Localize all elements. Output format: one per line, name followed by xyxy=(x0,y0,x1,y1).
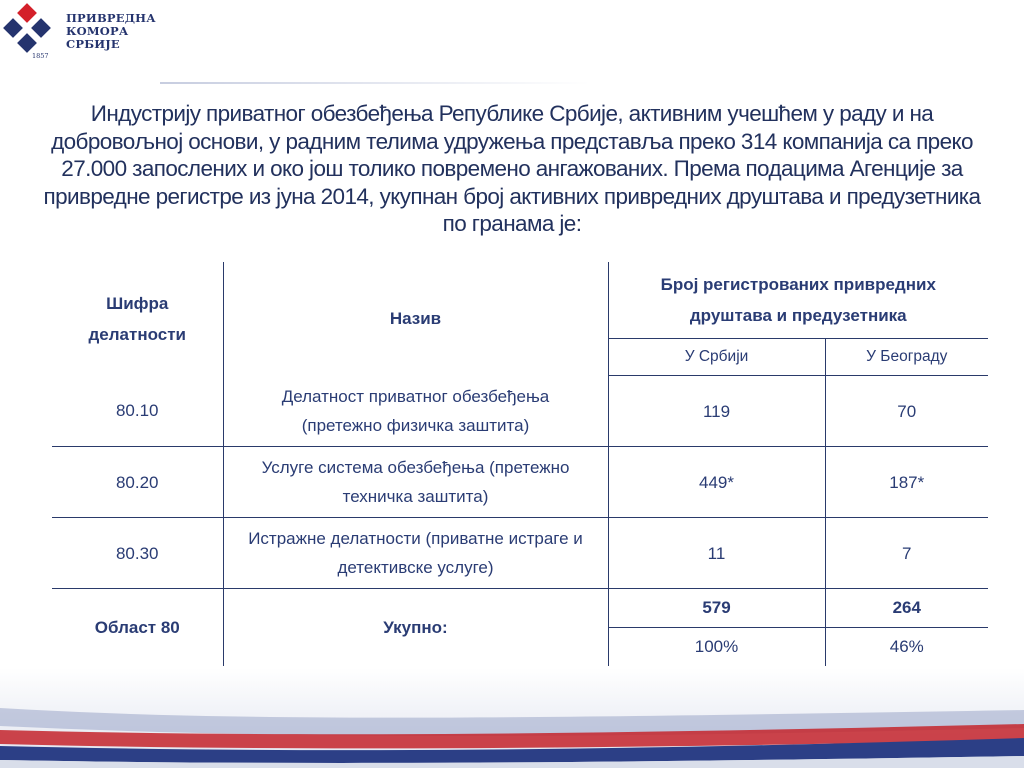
header-belgrade: У Београду xyxy=(825,339,988,376)
flag-wave-icon xyxy=(0,668,1024,768)
row-name-line-1: Истражне делатности (приватне истраге и xyxy=(248,529,583,548)
percent-belgrade: 46% xyxy=(825,628,988,667)
row-belgrade: 187* xyxy=(825,447,988,518)
row-belgrade: 7 xyxy=(825,518,988,589)
row-name-line-2: детективске услуге) xyxy=(337,558,494,577)
header-group-line-1: Број регистрованих привредних xyxy=(660,275,936,294)
row-name-line-2: техничка заштита) xyxy=(342,487,489,506)
header-divider xyxy=(160,82,590,84)
table-row xyxy=(52,447,988,518)
header-code-line-2: делатности xyxy=(88,324,186,344)
header-code-line-1: Шифра xyxy=(106,293,169,313)
logo-wordmark xyxy=(66,12,156,51)
registered-companies-table xyxy=(52,262,988,666)
header-name-cell xyxy=(223,262,608,376)
table-row xyxy=(52,518,988,589)
row-code: 80.20 xyxy=(52,447,223,518)
percent-serbia: 100% xyxy=(608,628,825,667)
row-name xyxy=(223,447,608,518)
header-group-cell xyxy=(608,262,988,339)
row-name-line-2: (претежно физичка заштита) xyxy=(301,415,530,435)
total-serbia: 579 xyxy=(608,589,825,628)
header-row xyxy=(52,262,988,339)
logo-line-2: КОМОРА xyxy=(66,24,129,38)
row-code: 80.30 xyxy=(52,518,223,589)
table-row xyxy=(52,376,988,447)
row-name xyxy=(223,376,608,447)
header-group-line-2: друштава и предузетника xyxy=(689,306,907,325)
header-name: Назив xyxy=(389,309,442,329)
row-serbia: 119 xyxy=(608,376,825,447)
logo-year: 1857 xyxy=(32,52,49,60)
row-name-line-1: Услуге система обезбеђења (претежно xyxy=(261,458,570,477)
row-serbia: 11 xyxy=(608,518,825,589)
intro-paragraph: Индустрију приватног обезбеђења Републике Србије, активним учешћем у раду и на добровољној основи, у радним телима удружења представља преко 314 компанија са преко 27.000 запослених и око још толико повремено ангажованих. Према подацима Агенције за привредне регистре из јуна 2014, укупнан број активних привредних друштава и предузетника по гранама је: xyxy=(43,101,981,236)
row-belgrade: 70 xyxy=(825,376,988,447)
row-serbia: 449* xyxy=(608,447,825,518)
logo-line-3: СРБИЈЕ xyxy=(66,37,120,51)
chamber-logo xyxy=(2,3,162,63)
header-code-cell xyxy=(52,262,223,376)
row-code: 80.10 xyxy=(52,376,223,447)
decorative-footer-band xyxy=(0,668,1024,768)
total-belgrade: 264 xyxy=(825,589,988,628)
row-name xyxy=(223,518,608,589)
logo-line-1: ПРИВРЕДНА xyxy=(66,11,156,25)
total-label: Укупно: xyxy=(223,589,608,667)
total-row xyxy=(52,589,988,628)
total-area: Област 80 xyxy=(94,617,180,637)
header-serbia: У Србији xyxy=(608,339,825,376)
row-name-line-1: Делатност приватног обезбеђења xyxy=(281,386,550,406)
